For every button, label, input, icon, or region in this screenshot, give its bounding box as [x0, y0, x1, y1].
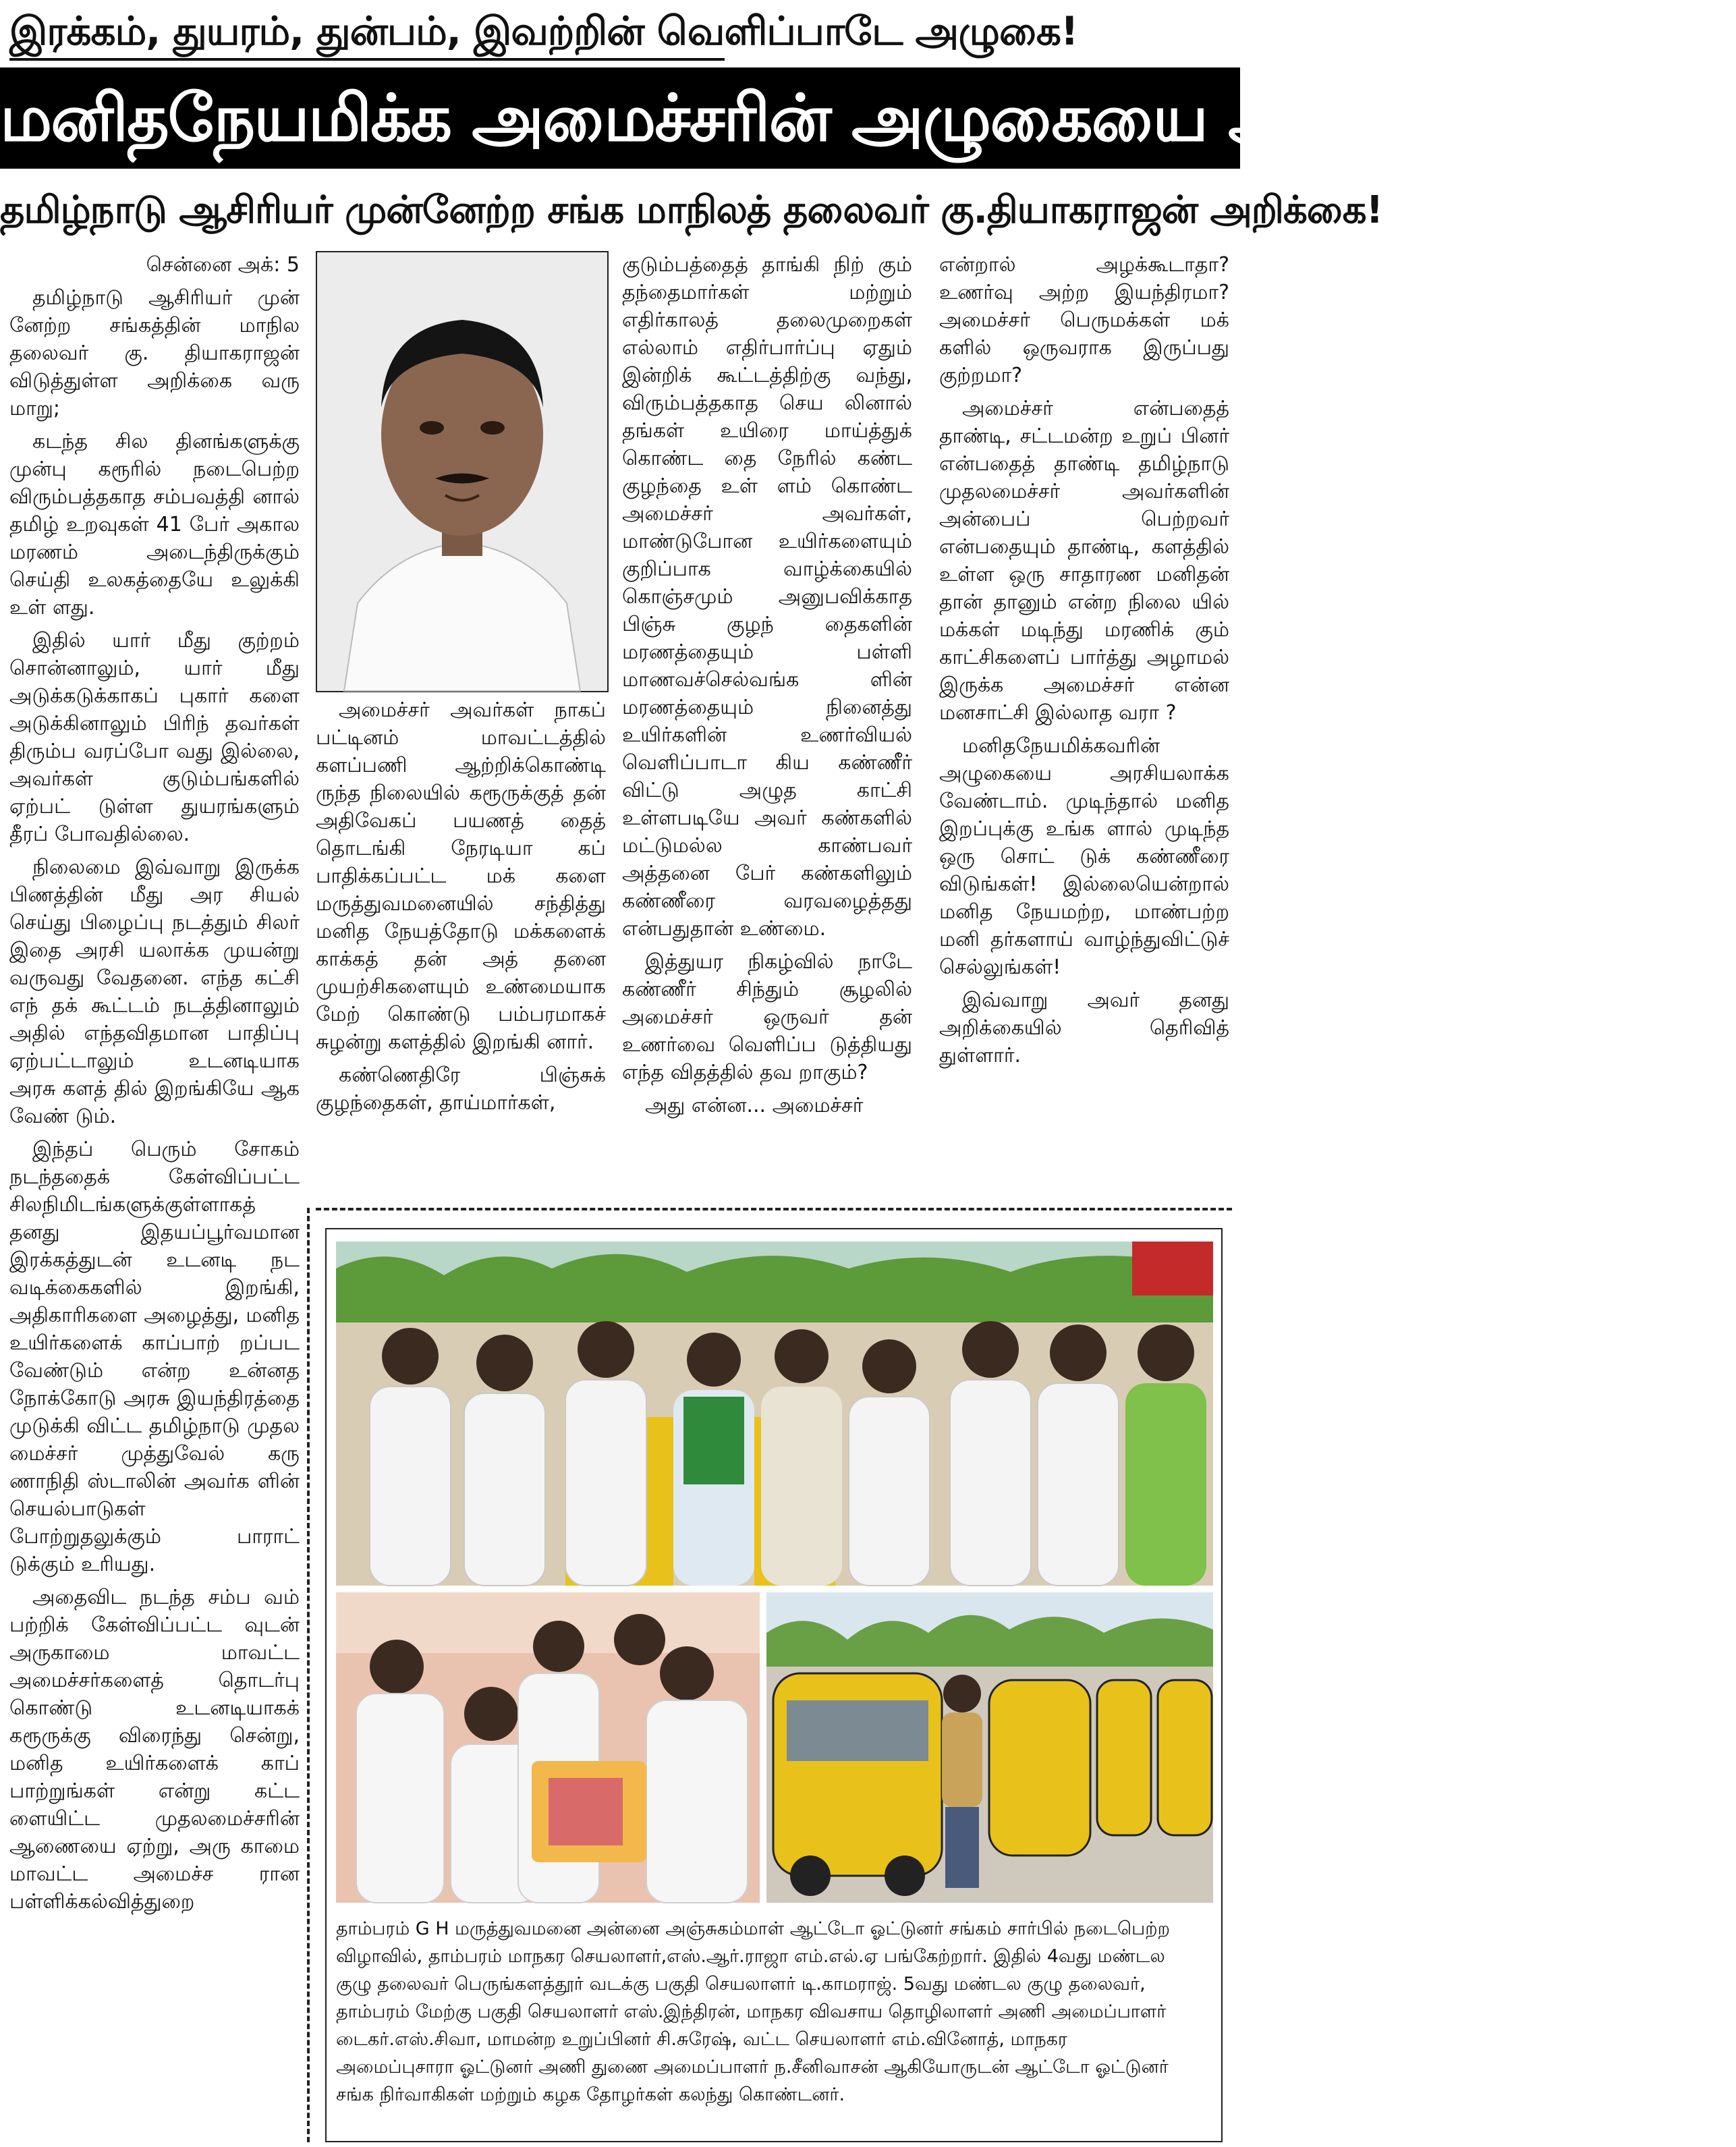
article-column-1	[9, 251, 300, 1921]
caption-line: விழாவில், தாம்பரம் மாநகர செயலாளர்,எஸ்.ஆர்.ராஜா எம்.எல்.ஏ பங்கேற்றார். இதில் 4வது மண்டல	[336, 1946, 1165, 1967]
caption-line: அமைப்புசாரா ஓட்டுனர் அணி துணை அமைப்பாளர் ந.சீனிவாசன் ஆகியோருடன் ஆட்டோ ஓட்டுனர்	[336, 2057, 1169, 2078]
paragraph: அதைவிட நடந்த சம்ப வம் பற்றிக் கேள்விப்பட்ட வுடன் அருகாமை மாவட்ட அமைச்சர்களைத் தொடர்பு கொண்டு உடனடியாகக் கரூருக்கு விரைந்து சென்று, மனித உயிர்களைக் காப் பாற்றுங்கள் என்று கட்ட ளையிட்ட முதலமைச்சரின் ஆணையை ஏற்று, அரு காமை மாவட்ட அமைச்ச ரான பள்ளிக்கல்வித்துறை	[9, 1586, 300, 1914]
paragraph: இதில் யார் மீது குற்றம் சொன்னாலும், யார் மீது அடுக்கடுக்காகப் புகார் களை அடுக்கினாலும் பிரிந் தவர்கள் திரும்ப வரப்போ வது இல்லை, அவர்கள் குடும்பங்களில் ஏற்பட் டுள்ள துயரங்களும் தீரப் போவதில்லை.	[9, 629, 300, 846]
paragraph: தமிழ்நாடு ஆசிரியர் முன் னேற்ற சங்கத்தின் மாநில தலைவர் கு. தியாகராஜன் விடுத்துள்ள அறிக்கை வரு மாறு;	[9, 286, 300, 420]
paragraph: குடும்பத்தைத் தாங்கி நிற் கும் தந்தைமார்கள் மற்றும் எதிர்காலத் தலைமுறைகள் எல்லாம் எதிர்பார்ப்பு ஏதும் இன்றிக் கூட்டத்திற்கு வந்து, விரும்பத்தகாத செய லினால் தங்கள் உயிரை மாய்த்துக் கொண்ட தை நேரில் கண்ட குழந்தை உள் ளம் கொண்ட அமைச்சர் அவர்கள், மாண்டுபோன உயிர்களையும் குறிப்பாக வாழ்க்கையில் கொஞ்சமும் அனுபவிக்காத பிஞ்சு குழந் தைகளின் மரணத்தையும் பள்ளி மாணவச்செல்வங்க ளின் மரணத்தையும் நினைத்து உயிர்களின் உணர்வியல் வெளிப்பாடா கிய கண்ணீர் விட்டு அழுத காட்சி உள்ளபடியே அவர் கண்களில் மட்டுமல்ல காண்பவர் அத்தனை பேர் கண்களிலும் கண்ணீரை வரவழைத்தது என்பதுதான் உண்மை.	[622, 253, 912, 941]
section-divider-horizontal	[316, 1208, 1232, 1210]
paragraph: இத்துயர நிகழ்வில் நாடே கண்ணீர் சிந்தும் சூழலில் அமைச்சர் ஒருவர் தன் உணர்வை வெளிப்ப டுத்தியது எந்த விதத்தில் தவ றாகும்?	[622, 950, 912, 1084]
kicker-underline	[9, 58, 725, 61]
caption-line: குழு தலைவர் பெருங்களத்தூர் வடக்கு பகுதி செயலாளர் டி.காமராஜ். 5வது மண்டல குழு தலைவர்,	[336, 1974, 1146, 1995]
caption-line: தாம்பரம் மேற்கு பகுதி செயலாளர் எஸ்.இந்திரன், மாநகர விவசாய தொழிலாளர் அணி அமைப்பாளர்	[336, 2001, 1167, 2022]
paragraph: கண்ணெதிரே பிஞ்சுக் குழந்தைகள், தாய்மார்கள்,	[316, 1063, 606, 1115]
article-column-4	[939, 251, 1229, 1075]
headline: மனிதநேயமிக்க அமைச்சரின் அழுகையை அரசியலாக்காதீர்!	[0, 67, 1240, 169]
portrait-illustration	[317, 252, 607, 691]
paragraph: மனிதநேயமிக்கவரின் அழுகையை அரசியலாக்க வேண்டாம். முடிந்தால் மனித இறப்புக்கு உங்க ளால் முடிந்த ஒரு சொட் டுக் கண்ணீரை விடுங்கள்! இல்லையென்றால் மனித நேயமற்ற, மாண்பற்ற மனி தர்களாய் வாழ்ந்துவிட்டுச் செல்லுங்கள்!	[939, 734, 1229, 979]
article-column-2	[316, 696, 606, 1122]
kicker-line: இரக்கம், துயரம், துன்பம், இவற்றின் வெளிப்பாடே அழுகை!	[9, 8, 1078, 54]
paragraph: அமைச்சர் அவர்கள் நாகப் பட்டினம் மாவட்டத்தில் களப்பணி ஆற்றிக்கொண்டி ருந்த நிலையில் கரூருக்குத் தன் அதிவேகப் பயணத் தைத் தொடங்கி நேரடியா கப் பாதிக்கப்பட்ட மக் களை மருத்துவமனையில் சந்தித்து மனித நேயத்தோடு மக்களைக் காக்கத் தன் அத் தனை முயற்சிகளையும் உண்மையாக மேற் கொண்டு பம்பரமாகச் சுழன்று களத்தில் இறங்கி னார்.	[316, 698, 606, 1054]
paragraph: இவ்வாறு அவர் தனது அறிக்கையில் தெரிவித் துள்ளார்.	[939, 988, 1229, 1067]
subheadline: தமிழ்நாடு ஆசிரியர் முன்னேற்ற சங்க மாநிலத் தலைவர் கு.தியாகராஜன் அறிக்கை!	[0, 188, 1383, 232]
article-column-3	[622, 251, 912, 1125]
portrait-photo	[316, 251, 609, 692]
caption-line: டைகர்.எஸ்.சிவா, மாமன்ற உறுப்பினர் சி.சுரேஷ், வட்ட செயலாளர் எம்.வினோத், மாநகர	[336, 2029, 1067, 2050]
auto-rickshaw-photo	[766, 1592, 1213, 1903]
dateline: சென்னை அக்: 5	[146, 253, 300, 277]
paragraph: இந்தப் பெரும் சோகம் நடந்ததைக் கேள்விப்பட்ட சிலநிமிடங்களுக்குள்ளாகத் தனது இதயப்பூர்வமான இரக்கத்துடன் உடனடி நட வடிக்கைகளில் இறங்கி, அதிகாரிகளை அழைத்து, மனித உயிர்களைக் காப்பாற் றப்பட வேண்டும் என்ற உன்னத நோக்கோடு அரசு இயந்திரத்தை முடுக்கி விட்ட தமிழ்நாடு முதல மைச்சர் முத்துவேல் கரு ணாநிதி ஸ்டாலின் அவர்க ளின் செயல்பாடுகள் போற்றுதலுக்கும் பாராட் டுக்கும் உரியது.	[9, 1138, 300, 1576]
section-divider-vertical	[307, 1208, 310, 2142]
paragraph: அமைச்சர் என்பதைத் தாண்டி, சட்டமன்ற உறுப் பினர் என்பதைத் தாண்டி தமிழ்நாடு முதலமைச்சர் அவர்களின் அன்பைப் பெற்றவர் என்பதையும் தாண்டி, களத்தில் உள்ள ஒரு சாதாரண மனிதன் தான் தானும் என்ற நிலை யில் மக்கள் மடிந்து மரணிக் கும் காட்சிகளைப் பார்த்து அழாமல் இருக்க அமைச்சர் என்ன மனசாட்சி இல்லாத வரா ?	[939, 397, 1229, 725]
caption-line: சங்க நிர்வாகிகள் மற்றும் கழக தோழர்கள் கலந்து கொண்டனர்.	[336, 2084, 845, 2105]
photo-caption	[336, 1915, 1213, 2109]
paragraph: நிலைமை இவ்வாறு இருக்க பிணத்தின் மீது அர சியல் செய்து பிழைப்பு நடத்தும் சிலர் இதை அரசி யலாக்க முயன்று வருவது வேதனை. எந்த கட்சி எந் தக் கூட்டம் நடத்தினாலும் அதில் எந்தவிதமான பாதிப்பு ஏற்பட்டாலும் உடனடியாக அரசு களத் தில் இறங்கியே ஆக வேண் டும்.	[9, 856, 300, 1128]
paragraph: என்றால் அழக்கூடாதா? உணர்வு அற்ற இயந்திரமா? அமைச்சர் பெருமக்கள் மக் களில் ஒருவராக இருப்பது குற்றமா?	[939, 253, 1229, 387]
caption-line: தாம்பரம் G H மருத்துவமனை அன்னை அஞ்சுகம்மாள் ஆட்டோ ஓட்டுனர் சங்கம் சார்பில் நடைபெற்ற	[336, 1918, 1170, 1939]
paragraph: அது என்ன... அமைச்சர்	[645, 1094, 864, 1117]
group-photo-top	[336, 1242, 1213, 1586]
felicitation-photo	[336, 1592, 760, 1903]
paragraph: கடந்த சில தினங்களுக்கு முன்பு கரூரில் நடைபெற்ற விரும்பத்தகாத சம்பவத்தி னால் தமிழ் உறவுகள் 41 பேர் அகால மரணம் அடைந்திருக்கும் செய்தி உலகத்தையே உலுக்கி உள் ளது.	[9, 430, 300, 619]
